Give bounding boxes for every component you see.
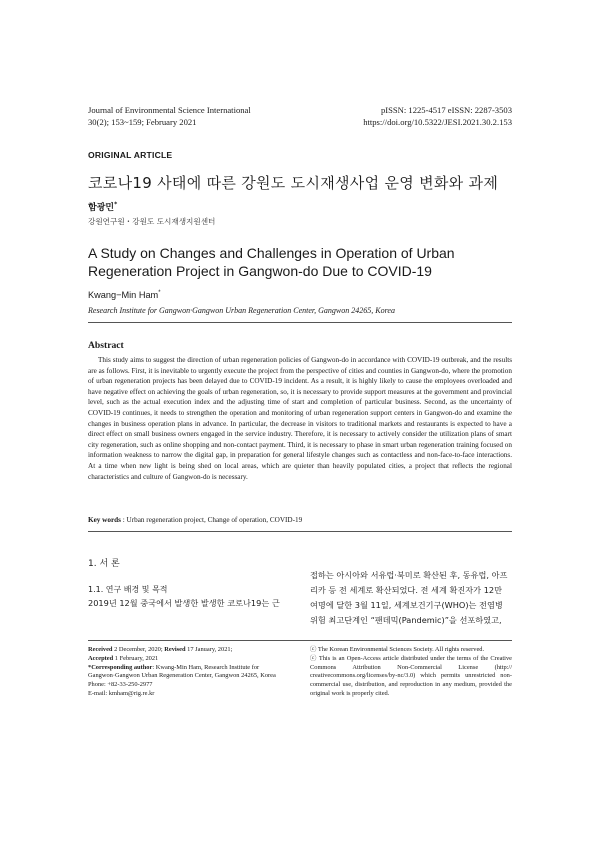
footer-left: [88, 646, 298, 699]
phone: Phone: +82-33-250-2977: [88, 681, 153, 689]
divider-abstract: [88, 531, 512, 532]
body-col2-line: 접하는 아시아와 서유럽·북미로 확산된 후, 동유럽, 아프: [310, 570, 508, 580]
korean-author-mark: *: [114, 201, 118, 208]
journal-name: Journal of Environmental Science International: [88, 105, 251, 115]
corresponding-author: *Corresponding author: Kwang-Min Ham, Research Institute for Gangwon·Gangwon Urban Regeneration Center, Gangwon 24265, Korea: [88, 663, 276, 680]
keywords: [88, 516, 512, 524]
body-col1-line: 2019년 12월 중국에서 발생한 발생한 코로나19는 근: [88, 598, 280, 608]
article-type: ORIGINAL ARTICLE: [88, 150, 173, 160]
abstract-body: This study aims to suggest the direction of urban regeneration policies of Gangwon-do in accordance with COVID-19 outbreak, and the results are as follows. First, it is inevitable to urgently execute the project from the perspective of cities and counties in Gangwon-do, where the promotion of urban regeneration projects has been delayed due to COVID-19 incident. As a result, it is highly likely to cause the employees overloaded and have negative effect on achieving the goals of urban regeneration, so, it is necessary to provide support measures at the government and provincial level, such as the actual execution index and the adjusting time of start and completion of particular business. Second, as the uncertainty of COVID-19 continues, it needs to strengthen the operation and monitoring of urban regeneration support centers in Gangwon-do and examine the changes in business operation plans in advance. In particular, the decrease in visitors to traditional markets and restaurants is expected to have a direct effect on small business owners engaged in the service industry. Therefore, it is necessary to actively consider the utilization plans of smart city regeneration, such as online shopping and non-contact payment. Third, it is necessary to phase in smart urban regeneration training focused on information weakness to narrow the digital gap, in preparation for general lifestyle changes such as contactless and non-face-to-face interactions. At a time when new light is being shed on local areas, which are quieter than heavily populated cities, a project that reflects the regional characteristics and culture of Gangwon-do is necessary.: [88, 356, 512, 481]
received-dates: Received 2 December, 2020; Revised 17 January, 2021;: [88, 646, 233, 653]
subsection-heading: 1.1. 연구 배경 및 목적: [88, 585, 168, 594]
korean-title: 코로나19 사태에 따른 강원도 도시재생사업 운영 변화와 과제: [88, 174, 499, 192]
english-title: A Study on Changes and Challenges in Operation of Urban Regeneration Project in Gangwon-do Due to COVID-19: [88, 245, 455, 279]
abstract-heading: Abstract: [88, 340, 124, 351]
korean-author-name: 함광민: [88, 203, 115, 213]
korean-author: [88, 200, 117, 213]
english-affiliation: Research Institute for Gangwon·Gangwon Urban Regeneration Center, Gangwon 24265, Korea: [88, 306, 395, 315]
section-heading: 1. 서 론: [88, 559, 120, 569]
english-author: [88, 290, 161, 300]
keywords-text: : Urban regeneration project, Change of operation, COVID-19: [120, 516, 303, 524]
english-author-mark: *: [158, 290, 161, 296]
divider-top: [88, 322, 512, 323]
divider-footer: [88, 640, 512, 641]
issn: pISSN: 1225-4517 eISSN: 2287-3503: [380, 105, 512, 115]
body-col2-line: 위험 최고단계인 “팬데믹(Pandemic)”을 선포하였고,: [310, 615, 502, 625]
korean-affiliation: 강원연구원・강원도 도시재생지원센터: [88, 217, 216, 226]
copyright: ⓒ The Korean Environmental Sciences Society. All rights reserved.: [310, 646, 485, 653]
footer-right: [310, 646, 512, 699]
email-link[interactable]: E-mail: kmham@rig.re.kr: [88, 689, 155, 697]
english-author-name: Kwang−Min Ham: [88, 290, 159, 301]
journal-header-left: [88, 104, 251, 128]
accepted-date: Accepted 1 February, 2021: [88, 654, 159, 662]
journal-header-right: [363, 104, 512, 128]
keywords-label: Key words: [88, 516, 121, 524]
body-col2-line: 리카 등 전 세계로 확산되었다. 전 세계 확진자가 12만: [310, 585, 503, 595]
body-col2-line: 여명에 달한 3월 11일, 세계보건기구(WHO)는 전염병: [310, 600, 503, 610]
volume-issue: 30(2); 153~159; February 2021: [88, 117, 197, 127]
license: ⓒ This is an Open-Access article distributed under the terms of the Creative Commons Attribution Non-Commercial License (http:// creativecommons.org/licenses/by-nc/3.0) which permits unrestricted non-commercial use, distribution, and reproduction in any medium, provided the original work is properly cited.: [310, 654, 512, 697]
doi-link[interactable]: https://doi.org/10.5322/JESI.2021.30.2.153: [363, 117, 512, 127]
